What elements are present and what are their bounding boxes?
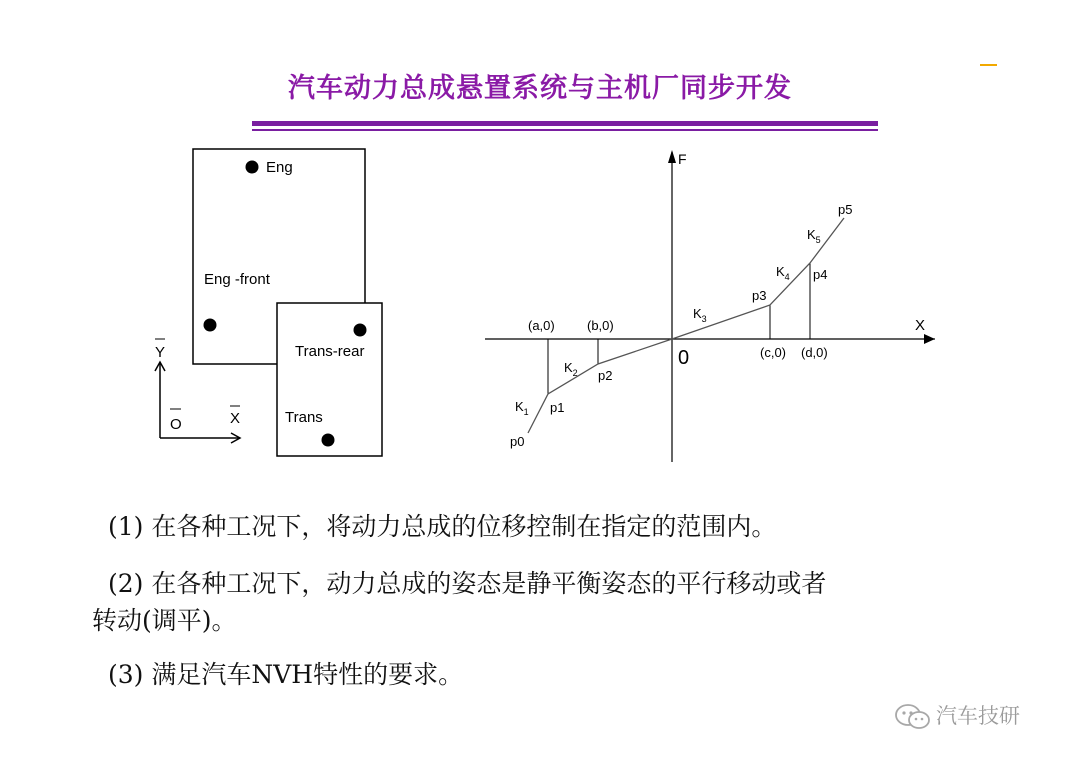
tick-c-label: (c,0) [760,345,786,360]
eng-label: Eng [266,159,293,176]
item-2: (2) 在各种工况下，动力总成的姿态是静平衡姿态的平行移动或者 [108,569,827,598]
k4-label: $K_4$ [776,264,790,282]
tick-a-label: (a,0) [528,318,555,333]
eng-front-label: Eng -front [204,271,270,288]
origin-label: O [170,416,182,433]
transmission-box [277,303,382,456]
force-displacement-diagram [485,150,935,462]
x-axis-arrowhead [924,334,935,344]
k1-label: $K_1$ [515,399,529,417]
k3-label: $K_3$ [693,306,707,324]
stiffness-curve [528,218,844,433]
origin-label: 0 [678,347,690,369]
item-1: (1) 在各种工况下，将动力总成的位移控制在指定的范围内。 [108,512,777,541]
point-p4-label: p4 [813,267,828,282]
point-p0-label: p0 [510,434,525,449]
trans-rear-mount-dot [354,324,367,337]
f-axis-arrowhead [668,150,676,163]
trans-rear-label: Trans-rear [295,343,365,360]
f-axis-label: F [678,151,687,167]
point-p5-label: p5 [838,202,853,217]
wechat-icon [894,702,932,732]
watermark-text: 汽车技研 [936,704,1020,728]
point-p1-label: p1 [550,400,565,415]
mount-layout-diagram [155,149,382,456]
slide-title: 汽车动力总成悬置系统与主机厂同步开发 [288,73,792,104]
eng-front-mount-dot [204,319,217,332]
y-axis-label: Y [155,344,166,361]
k5-label: $K_5$ [807,227,821,245]
item-3: (3) 满足汽车NVH特性的要求。 [108,660,464,689]
point-p3-label: p3 [752,288,767,303]
trans-mount-dot [322,434,335,447]
x-axis-label: X [230,410,241,427]
item-2-continued: 转动(调平)。 [92,606,237,635]
eng-mount-dot [246,161,259,174]
x-axis-label: X [915,317,926,334]
tick-b-label: (b,0) [587,318,614,333]
k2-label: $K_2$ [564,360,578,378]
point-p2-label: p2 [598,368,613,383]
tick-d-label: (d,0) [801,345,828,360]
trans-label: Trans [285,409,323,426]
